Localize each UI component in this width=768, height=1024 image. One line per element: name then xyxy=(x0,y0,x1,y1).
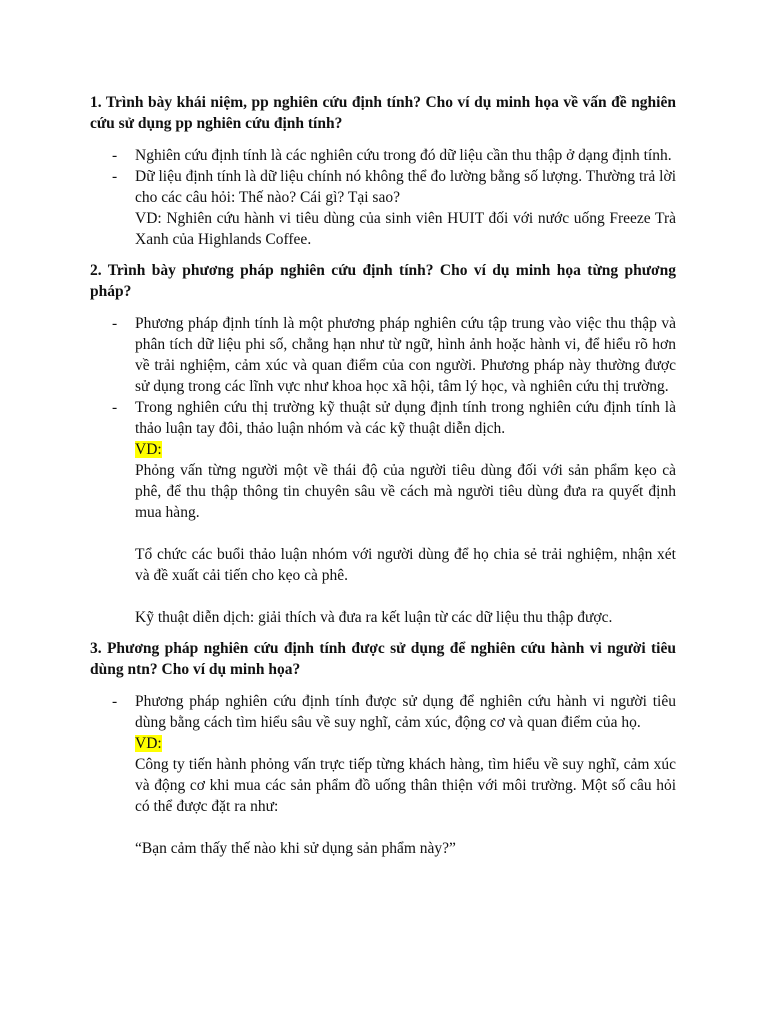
bullet-dash: - xyxy=(112,168,118,185)
q1-item2-example: VD: Nghiên cứu hành vi tiêu dùng của sinh viên HUIT đối với nước uống Freeze Trà Xanh của Highlands Coffee. xyxy=(135,210,676,248)
q2-item2-text: Trong nghiên cứu thị trường kỹ thuật sử dụng định tính trong nghiên cứu định tính là thảo luận tay đôi, thảo luận nhóm và các kỹ thuật diễn dịch. xyxy=(135,399,676,437)
spacer xyxy=(135,817,676,838)
q3-list xyxy=(90,691,676,859)
q1-list xyxy=(90,145,676,250)
q3-item1-text: Phương pháp nghiên cứu định tính được sử dụng để nghiên cứu hành vi người tiêu dùng bằng cách tìm hiểu sâu về suy nghĩ, cảm xúc, động cơ và quan điểm của họ. xyxy=(135,693,676,731)
q2-example3: Kỹ thuật diễn dịch: giải thích và đưa ra kết luận từ các dữ liệu thu thập được. xyxy=(135,609,613,626)
bullet-dash: - xyxy=(112,693,118,710)
list-item xyxy=(90,313,676,397)
list-item xyxy=(90,397,676,628)
section-q3 xyxy=(90,638,676,859)
q2-list xyxy=(90,313,676,628)
section-q1 xyxy=(90,92,676,250)
q2-item1-text: Phương pháp định tính là một phương pháp nghiên cứu tập trung vào việc thu thập và phân tích dữ liệu phi số, chẳng hạn như từ ngữ, hình ảnh hoặc hành vi, để hiểu rõ hơn về trải nghiệm, cảm xúc và quan điểm của con người. Phương pháp này thường được sử dụng trong các lĩnh vực như khoa học xã hội, tâm lý học, và nghiên cứu thị trường. xyxy=(135,315,676,395)
highlighted-vd-label: VD: xyxy=(135,441,162,458)
q3-heading: 3. Phương pháp nghiên cứu định tính được sử dụng để nghiên cứu hành vi người tiêu dùng ntn? Cho ví dụ minh họa? xyxy=(90,640,676,678)
q3-quote1: “Bạn cảm thấy thế nào khi sử dụng sản phẩm này?” xyxy=(135,840,456,857)
list-item xyxy=(90,145,676,166)
bullet-dash: - xyxy=(112,315,118,332)
q2-vd-line xyxy=(135,439,676,460)
bullet-dash: - xyxy=(112,399,118,416)
q1-heading: 1. Trình bày khái niệm, pp nghiên cứu định tính? Cho ví dụ minh họa về vấn đề nghiên cứu sử dụng pp nghiên cứu định tính? xyxy=(90,94,676,132)
q2-example2: Tổ chức các buổi thảo luận nhóm với người dùng để họ chia sẻ trải nghiệm, nhận xét và đề xuất cải tiến cho kẹo cà phê. xyxy=(135,546,676,584)
q1-item1-text: Nghiên cứu định tính là các nghiên cứu trong đó dữ liệu cần thu thập ở dạng định tính. xyxy=(135,147,672,164)
spacer xyxy=(135,523,676,544)
q3-example1: Công ty tiến hành phỏng vấn trực tiếp từng khách hàng, tìm hiểu về suy nghĩ, cảm xúc và động cơ khi mua các sản phẩm đồ uống thân thiện với môi trường. Một số câu hỏi có thể được đặt ra như: xyxy=(135,756,676,815)
q1-item2-text: Dữ liệu định tính là dữ liệu chính nó không thể đo lường bằng số lượng. Thường trả lời cho các câu hỏi: Thế nào? Cái gì? Tại sao? xyxy=(135,168,676,206)
q3-vd-line xyxy=(135,733,676,754)
spacer xyxy=(135,586,676,607)
q2-example1: Phỏng vấn từng người một về thái độ của người tiêu dùng đối với sản phẩm kẹo cà phê, để thu thập thông tin chuyên sâu về cách mà người tiêu dùng đưa ra quyết định mua hàng. xyxy=(135,462,676,521)
bullet-dash: - xyxy=(112,147,118,164)
highlighted-vd-label: VD: xyxy=(135,735,162,752)
section-q2 xyxy=(90,260,676,628)
list-item xyxy=(90,166,676,250)
list-item xyxy=(90,691,676,859)
q2-heading: 2. Trình bày phương pháp nghiên cứu định tính? Cho ví dụ minh họa từng phương pháp? xyxy=(90,262,676,300)
